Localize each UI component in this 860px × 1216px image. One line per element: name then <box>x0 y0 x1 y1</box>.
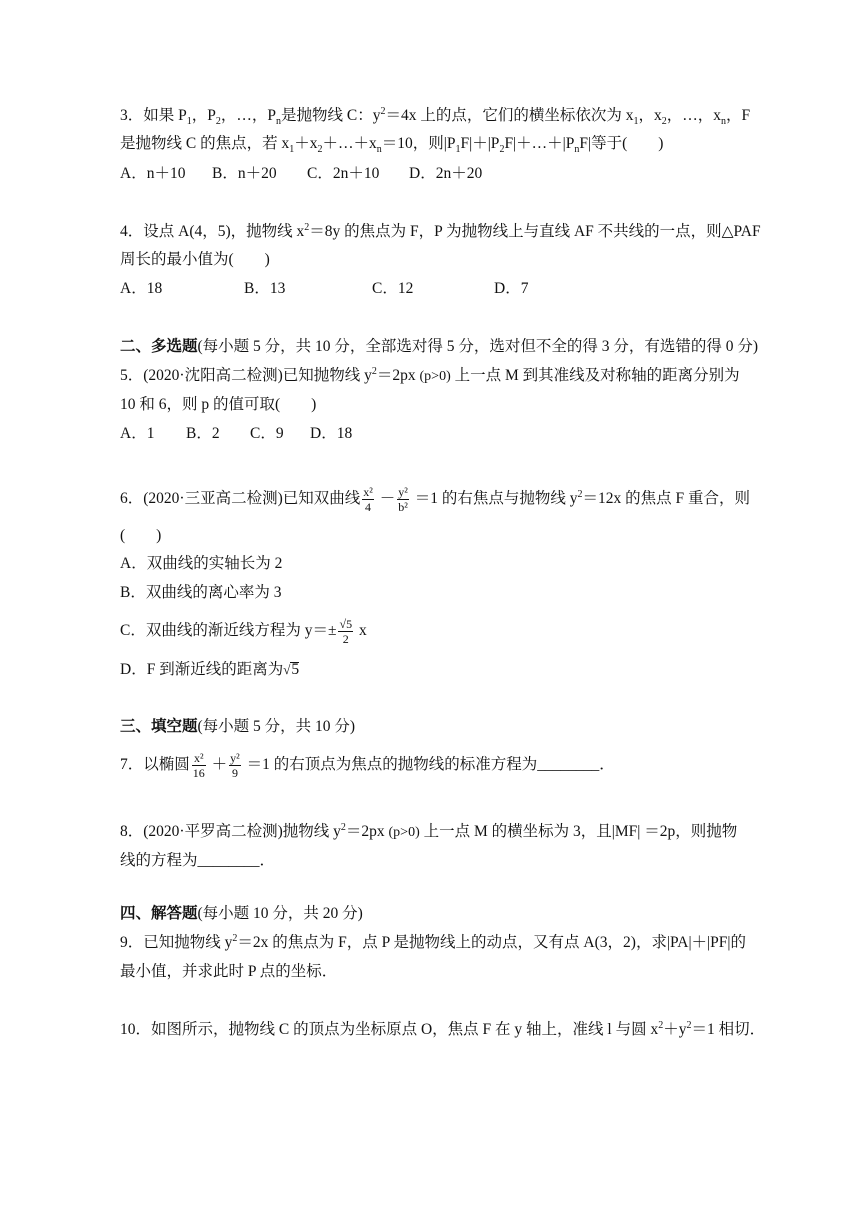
q3-text: ，…，x <box>666 107 722 124</box>
subscript: 1 <box>633 116 639 128</box>
q3-line-1 <box>120 106 750 126</box>
q3-option-d: D．2n＋20 <box>409 165 483 182</box>
q6-text: ＝12x 的焦点 F 重合，则 <box>582 490 750 507</box>
fraction-y2-over-9 <box>229 751 241 780</box>
superscript: 2 <box>340 821 346 833</box>
radical-sign: √ <box>283 662 291 677</box>
q3-text: 3．如果 P <box>120 107 187 124</box>
q8-condition: (p>0) <box>388 825 420 840</box>
q5-text: ＝2px <box>376 367 416 384</box>
q3-text: ，…，P <box>220 107 276 124</box>
q7-text: ＋ <box>207 756 228 773</box>
q10-text: ＋y <box>663 1021 687 1038</box>
q6-text: D．F 到渐近线的距离为 <box>120 661 284 678</box>
q3-text: F|＋|P <box>460 135 500 152</box>
subscript: n <box>721 116 727 128</box>
section-title: 四、解答题 <box>120 905 198 922</box>
q8-line-1 <box>120 822 737 843</box>
subscript: 2 <box>317 144 323 156</box>
q10-line-1 <box>120 1020 765 1040</box>
fraction-numerator: y² <box>398 484 408 499</box>
q3-text: ，F <box>726 107 751 124</box>
section-description: (每小题 5 分，共 10 分，全部选对得 5 分，选对但不全的得 3 分，有选错的得 0 分) <box>197 338 759 355</box>
subscript: n <box>276 116 281 128</box>
q6-text: 6．(2020·三亚高二检测)已知双曲线 <box>120 490 361 507</box>
q5-option-d: D．18 <box>310 425 353 442</box>
q3-text: ＋…＋x <box>322 135 377 152</box>
q3-option-a: A．n＋10 <box>120 165 186 182</box>
fraction-numerator: y² <box>230 750 240 765</box>
q5-text: 5．(2020·沈阳高二检测)已知抛物线 y <box>120 367 372 384</box>
fraction-sqrt5-over-2 <box>338 617 353 646</box>
q5-option-a: A．1 <box>120 425 155 442</box>
q3-text: ＝4x 上的点，它们的横坐标依次为 x <box>385 107 634 124</box>
superscript: 2 <box>658 1019 664 1031</box>
q3-option-c: C．2n＋10 <box>307 165 380 182</box>
q6-text: x <box>355 622 367 639</box>
q3-option-b: B．n＋20 <box>212 165 277 182</box>
q3-text: ，P <box>191 107 216 124</box>
q3-text: ＝10，则|P <box>381 135 456 152</box>
q5-option-c: C．9 <box>250 425 284 442</box>
q8-text: 上一点 M 的横坐标为 3，且|MF| ＝2p，则抛物 <box>419 823 738 840</box>
q10-text: 10．如图所示，抛物线 C 的顶点为坐标原点 O，焦点 F 在 y 轴上，准线 l 与圆 x <box>120 1021 659 1038</box>
q4-line-2: 周长的最小值为( ) <box>120 251 270 268</box>
fraction-denominator: 4 <box>365 499 372 514</box>
section-description: (每小题 5 分，共 10 分) <box>197 718 356 735</box>
superscript: 2 <box>232 932 238 944</box>
subscript: 2 <box>499 144 505 156</box>
section-2-heading <box>120 337 758 357</box>
q4-option-d: D．7 <box>494 280 529 297</box>
q9-line-1 <box>120 933 746 953</box>
q6-line-1 <box>120 484 750 514</box>
q5-option-b: B．2 <box>186 425 220 442</box>
section-description: (每小题 10 分，共 20 分) <box>197 905 363 922</box>
q8-text: 8．(2020·平罗高二检测)抛物线 y <box>120 823 341 840</box>
fraction-numerator: √5 <box>339 616 353 631</box>
q3-text: ，x <box>638 107 662 124</box>
q5-options <box>120 424 352 444</box>
section-title: 二、多选题 <box>120 338 198 355</box>
q6-option-d <box>120 660 299 680</box>
q5-condition: (p>0) <box>419 369 451 384</box>
q6-text: ＝1 的右焦点与抛物线 y <box>410 490 578 507</box>
q3-text: 是抛物线 C：y <box>281 107 381 124</box>
subscript: 1 <box>289 144 295 156</box>
q4-options <box>120 279 528 299</box>
q6-text: C．双曲线的渐近线方程为 y＝± <box>120 622 337 639</box>
superscript: 2 <box>380 105 386 117</box>
subscript: 2 <box>661 116 667 128</box>
q8-line-2: 线的方程为________． <box>120 852 276 869</box>
q8-text: ＝2px <box>345 823 385 840</box>
subscript: n <box>376 144 382 156</box>
fraction-denominator: 9 <box>231 765 238 780</box>
q6-line-2: ( ) <box>120 527 162 544</box>
fraction-x2-over-16 <box>192 751 206 780</box>
fraction-denominator: b² <box>398 499 408 514</box>
fraction-y2-over-b2 <box>397 485 409 514</box>
q6-option-a: A．双曲线的实轴长为 2 <box>120 555 283 572</box>
subscript: 1 <box>186 116 192 128</box>
q3-line-2 <box>120 134 663 154</box>
q9-text: 9．已知抛物线 y <box>120 934 233 951</box>
q4-option-b: B．13 <box>244 280 286 297</box>
q9-line-2: 最小值，并求此时 P 点的坐标． <box>120 963 338 980</box>
q3-text: ＋x <box>294 135 318 152</box>
q3-options <box>120 164 482 184</box>
fraction-numerator: x² <box>192 751 206 766</box>
section-3-heading <box>120 717 355 737</box>
q4-line-1 <box>120 222 761 242</box>
radicand: 5 <box>291 661 300 678</box>
superscript: 2 <box>577 488 583 500</box>
q4-text: ＝8y 的焦点为 F，P 为抛物线上与直线 AF 不共线的一点，则△PAF <box>309 223 761 240</box>
fraction-denominator: 16 <box>192 765 205 780</box>
q4-text: 4．设点 A(4，5)，抛物线 x <box>120 223 305 240</box>
superscript: 2 <box>304 221 310 233</box>
fraction-numerator: x² <box>363 484 373 499</box>
q5-line-2: 10 和 6，则 p 的值可取( ) <box>120 396 317 413</box>
q3-text: F|＋…＋|P <box>504 135 575 152</box>
section-4-heading <box>120 904 363 924</box>
q7-text: ＝1 的右顶点为焦点的抛物线的标准方程为________． <box>242 756 615 773</box>
superscript: 2 <box>686 1019 692 1031</box>
q6-option-b: B．双曲线的离心率为 3 <box>120 584 282 601</box>
q4-option-c: C．12 <box>372 280 414 297</box>
subscript: 1 <box>455 144 461 156</box>
q5-text: 上一点 M 到其准线及对称轴的距离分别为 <box>450 367 740 384</box>
fraction-x2-over-4 <box>362 485 374 514</box>
subscript: 2 <box>215 116 221 128</box>
q6-option-c <box>120 616 367 646</box>
subscript: n <box>574 144 580 156</box>
section-title: 三、填空题 <box>120 718 198 735</box>
q7-text: 7．以椭圆 <box>120 756 190 773</box>
q6-text: － <box>375 490 396 507</box>
q3-text: F|等于( ) <box>579 135 664 152</box>
fraction-denominator: 2 <box>342 631 349 646</box>
superscript: 2 <box>371 365 377 377</box>
q3-text: 是抛物线 C 的焦点，若 x <box>120 135 290 152</box>
q5-line-1 <box>120 366 740 387</box>
q7-line <box>120 750 615 780</box>
q4-option-a: A．18 <box>120 280 163 297</box>
q9-text: ＝2x 的焦点为 F，点 P 是抛物线上的动点，又有点 A(3，2)，求|PA|＋|PF|的 <box>237 934 746 951</box>
q10-text: ＝1 相切． <box>691 1021 766 1038</box>
